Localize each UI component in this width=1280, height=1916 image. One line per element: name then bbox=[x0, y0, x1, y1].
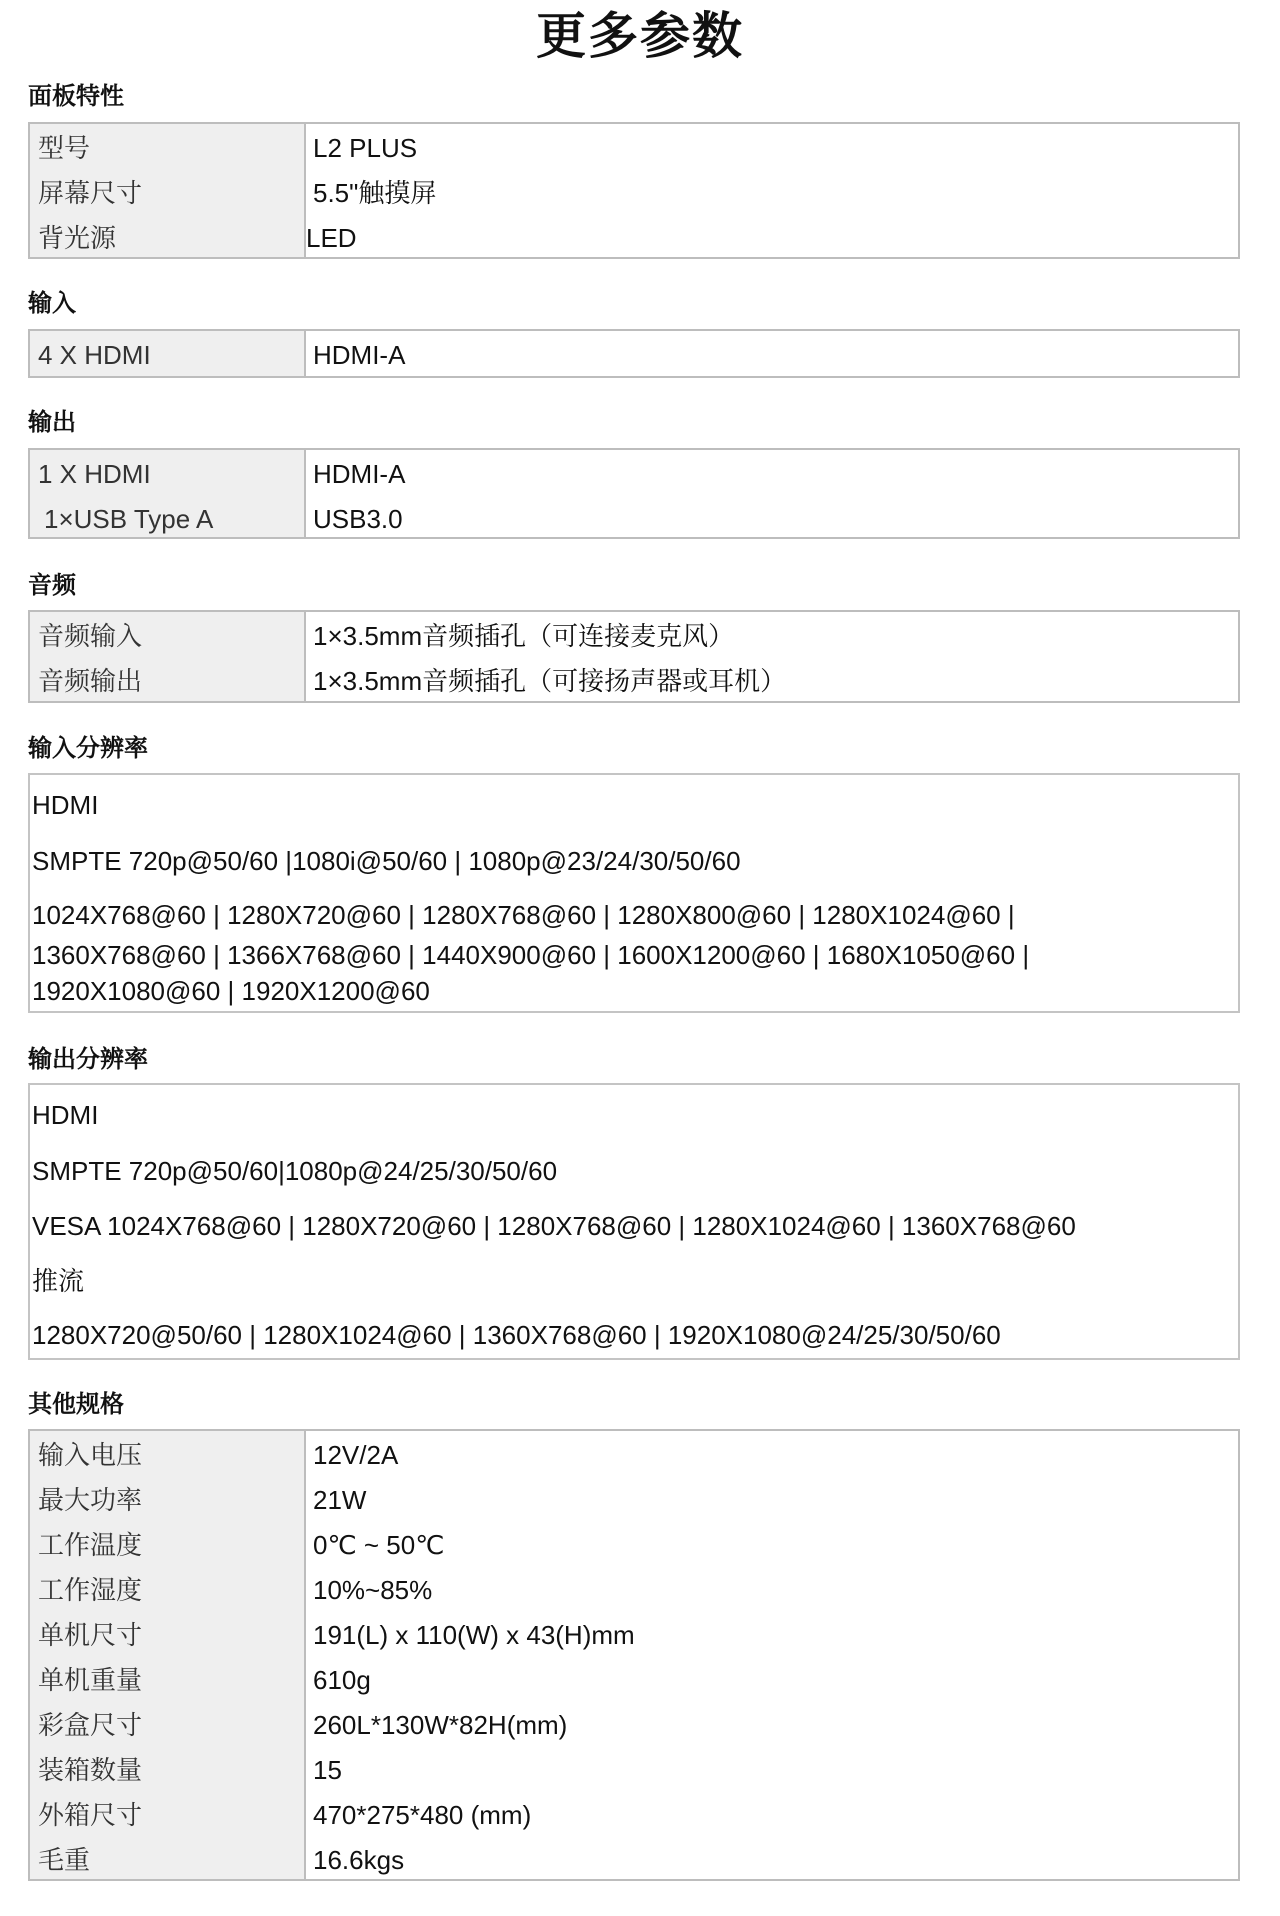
spec-label-model: 型号 bbox=[38, 133, 91, 163]
label-column bbox=[30, 612, 306, 701]
section-heading-output: 输出 bbox=[28, 409, 76, 436]
output-res-line-vesa: VESA 1024X768@60 | 1280X720@60 | 1280X768@60 | 1280X1024@60 | 1360X768@60 bbox=[32, 1211, 1076, 1241]
value-column bbox=[306, 331, 1238, 376]
spec-value-carton-size: 470*275*480 (mm) bbox=[313, 1800, 532, 1830]
spec-label-gross-weight: 毛重 bbox=[38, 1845, 91, 1875]
spec-value-max-power: 21W bbox=[313, 1485, 367, 1515]
label-column bbox=[30, 1431, 306, 1879]
output-res-line-streaming-label: 推流 bbox=[32, 1266, 85, 1296]
input-res-line-vesa-3: 1920X1080@60 | 1920X1200@60 bbox=[32, 976, 430, 1006]
spec-label-max-power: 最大功率 bbox=[38, 1485, 143, 1515]
label-column bbox=[30, 450, 306, 537]
spec-value-audio-in: 1×3.5mm音频插孔（可连接麦克风） bbox=[313, 621, 735, 651]
spec-value-giftbox-size: 260L*130W*82H(mm) bbox=[313, 1710, 568, 1740]
input-resolution-box bbox=[28, 773, 1240, 1013]
output-spec-table bbox=[28, 448, 1240, 539]
spec-value-audio-out: 1×3.5mm音频插孔（可接扬声器或耳机） bbox=[313, 666, 787, 696]
other-spec-table bbox=[28, 1429, 1240, 1881]
input-res-line-vesa-2: 1360X768@60 | 1366X768@60 | 1440X900@60 | 1600X1200@60 | 1680X1050@60 | bbox=[32, 940, 1030, 970]
spec-value-model: L2 PLUS bbox=[313, 133, 418, 163]
panel-spec-table bbox=[28, 122, 1240, 259]
output-res-line-streaming: 1280X720@50/60 | 1280X1024@60 | 1360X768@60 | 1920X1080@24/25/30/50/60 bbox=[32, 1320, 1001, 1350]
spec-label-operating-humidity: 工作湿度 bbox=[38, 1575, 143, 1605]
spec-value-hdmi-input: HDMI-A bbox=[313, 340, 406, 370]
spec-label-screen-size: 屏幕尺寸 bbox=[38, 178, 143, 208]
page-title: 更多参数 bbox=[536, 8, 744, 64]
label-column bbox=[30, 124, 306, 257]
spec-label-hdmi-input: 4 X HDMI bbox=[38, 340, 151, 370]
label-column bbox=[30, 331, 306, 376]
spec-label-audio-in: 音频输入 bbox=[38, 621, 143, 651]
output-res-line-hdmi: HDMI bbox=[32, 1100, 99, 1130]
spec-value-carton-qty: 15 bbox=[313, 1755, 342, 1785]
value-column bbox=[306, 124, 1238, 257]
input-spec-table bbox=[28, 329, 1240, 378]
spec-label-operating-temp: 工作温度 bbox=[38, 1530, 143, 1560]
spec-label-carton-qty: 装箱数量 bbox=[38, 1755, 143, 1785]
input-res-line-vesa-1: 1024X768@60 | 1280X720@60 | 1280X768@60 | 1280X800@60 | 1280X1024@60 | bbox=[32, 900, 1015, 930]
spec-label-usb: 1×USB Type A bbox=[44, 504, 214, 534]
spec-label-giftbox-size: 彩盒尺寸 bbox=[38, 1710, 143, 1740]
spec-label-input-voltage: 输入电压 bbox=[38, 1440, 143, 1470]
value-column bbox=[306, 450, 1238, 537]
spec-value-backlight: LED bbox=[306, 223, 357, 253]
value-column bbox=[306, 1431, 1238, 1879]
section-heading-other: 其他规格 bbox=[28, 1391, 124, 1418]
spec-label-audio-out: 音频输出 bbox=[38, 666, 143, 696]
spec-value-unit-weight: 610g bbox=[313, 1665, 371, 1695]
section-heading-input-resolution: 输入分辨率 bbox=[28, 735, 148, 762]
section-heading-audio: 音频 bbox=[28, 572, 76, 599]
spec-value-screen-size: 5.5"触摸屏 bbox=[313, 178, 437, 208]
spec-value-usb: USB3.0 bbox=[313, 504, 403, 534]
section-heading-output-resolution: 输出分辨率 bbox=[28, 1046, 148, 1073]
output-resolution-box bbox=[28, 1083, 1240, 1360]
spec-label-unit-weight: 单机重量 bbox=[38, 1665, 143, 1695]
spec-label-hdmi-output: 1 X HDMI bbox=[38, 459, 151, 489]
spec-value-unit-size: 191(L) x 110(W) x 43(H)mm bbox=[313, 1620, 635, 1650]
spec-value-operating-humidity: 10%~85% bbox=[313, 1575, 433, 1605]
spec-value-gross-weight: 16.6kgs bbox=[313, 1845, 405, 1875]
section-heading-panel: 面板特性 bbox=[28, 83, 124, 110]
spec-value-operating-temp: 0℃ ~ 50℃ bbox=[313, 1530, 445, 1560]
spec-label-carton-size: 外箱尺寸 bbox=[38, 1800, 143, 1830]
input-res-line-smpte: SMPTE 720p@50/60 |1080i@50/60 | 1080p@23/24/30/50/60 bbox=[32, 846, 741, 876]
spec-value-hdmi-output: HDMI-A bbox=[313, 459, 406, 489]
value-column bbox=[306, 612, 1238, 701]
section-heading-input: 输入 bbox=[28, 290, 76, 317]
audio-spec-table bbox=[28, 610, 1240, 703]
output-res-line-smpte: SMPTE 720p@50/60|1080p@24/25/30/50/60 bbox=[32, 1156, 558, 1186]
spec-label-unit-size: 单机尺寸 bbox=[38, 1620, 143, 1650]
spec-value-input-voltage: 12V/2A bbox=[313, 1440, 399, 1470]
input-res-line-hdmi: HDMI bbox=[32, 790, 99, 820]
spec-label-backlight: 背光源 bbox=[38, 223, 117, 253]
